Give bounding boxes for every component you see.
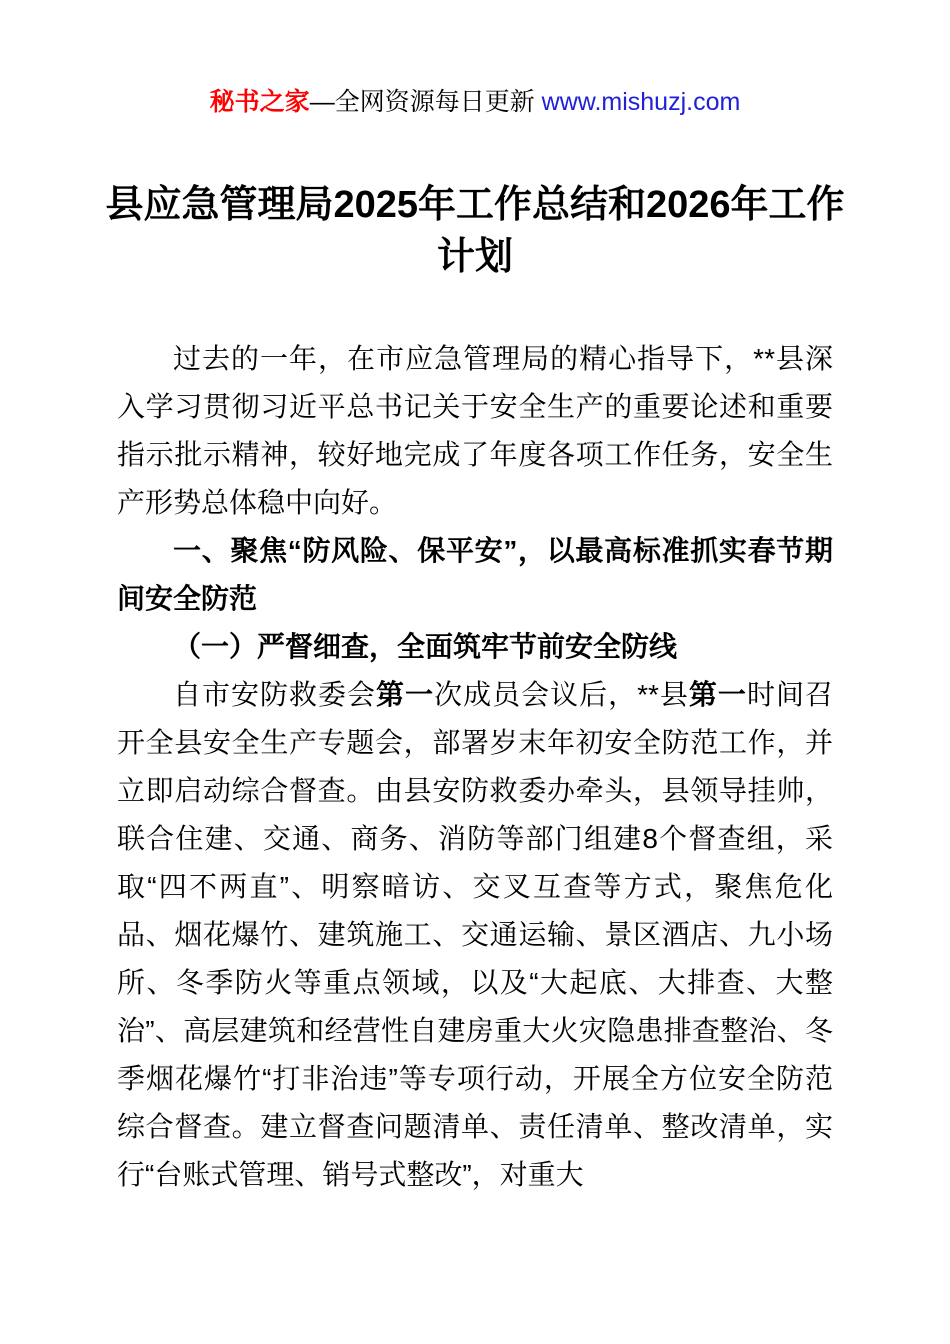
- section-heading2: [117, 623, 833, 671]
- bold-text-run: 第一: [376, 679, 435, 710]
- bold-text-run: （一）严督细查，全面筑牢节前安全防线: [173, 631, 678, 662]
- bold-text-run: 一、聚焦“防风险、保平安”，以最高标准抓实春节期间安全防范: [117, 535, 833, 614]
- text-run: 时间召开全县安全生产专题会，部署岁末年初安全防范工作，并立即启动综合督查。由县安防救委办牵头，县领导挂帅，联合住建、交通、商务、消防等部门组建8个督查组，采取“四不两直”、明察暗访、交叉互查等方式，聚焦危化品、烟花爆竹、建筑施工、交通运输、景区酒店、九小场所、冬季防火等重点领域，以及“大起底、大排查、大整治”、高层建筑和经营性自建房重大火灾隐患排查整治、冬季烟花爆竹“打非治违”等专项行动，开展全方位安全防范综合督查。建立督查问题清单、责任清单、整改清单，实行“台账式管理、销号式整改”，对重大: [117, 679, 833, 1190]
- section-heading1: [117, 527, 833, 623]
- site-tagline: —全网资源每日更新: [309, 88, 535, 116]
- site-name: 秘书之家: [209, 88, 310, 116]
- body-paragraph: [117, 671, 833, 1199]
- site-header: [0, 0, 950, 120]
- text-run: 自市安防救委会: [173, 679, 377, 710]
- bold-text-run: 第一: [688, 679, 747, 710]
- text-run: 过去的一年，在市应急管理局的精心指导下，**县深入学习贯彻习近平总书记关于安全生产的重要论述和重要指示批示精神，较好地完成了年度各项工作任务，安全生产形势总体稳中向好。: [117, 343, 833, 518]
- document-body: [117, 335, 833, 1199]
- text-run: 次成员会议后，**县: [434, 679, 689, 710]
- document-title: 县应急管理局2025年工作总结和2026年工作计划: [105, 184, 845, 278]
- body-paragraph: [117, 335, 833, 527]
- site-url-link[interactable]: www.mishuzj.com: [541, 88, 741, 116]
